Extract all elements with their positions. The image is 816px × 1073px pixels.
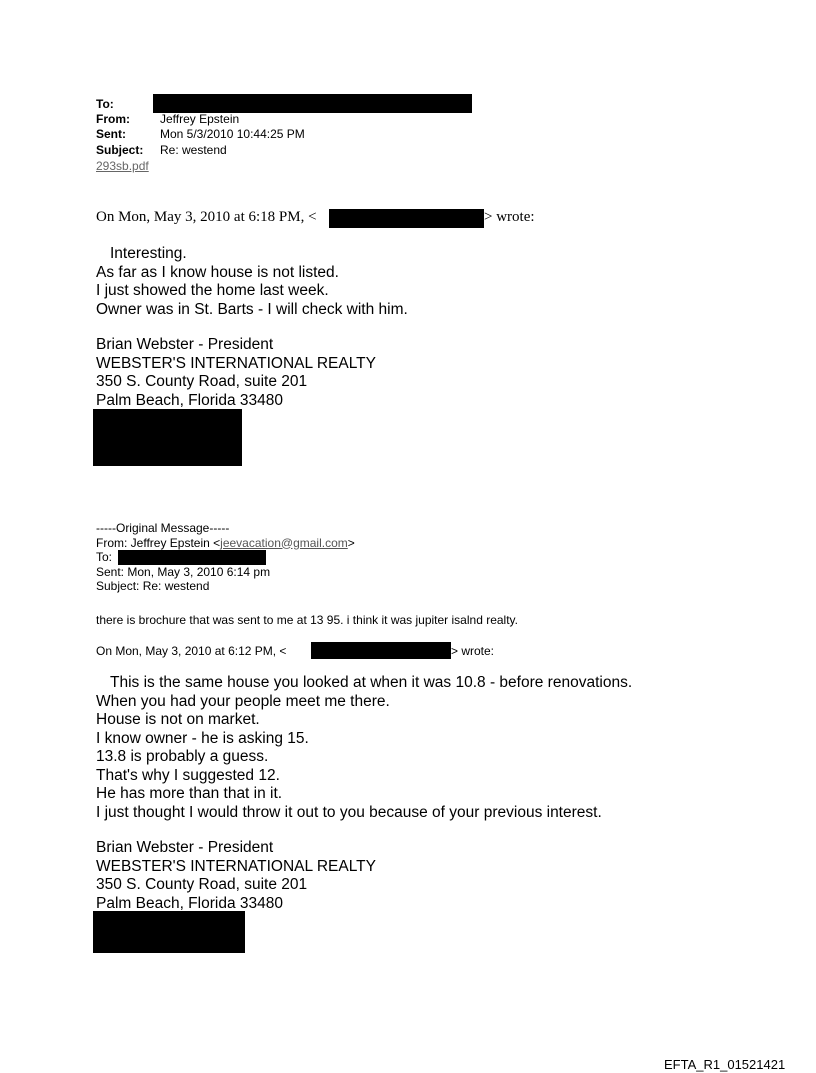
reply1-line: As far as I know house is not listed. [96,263,339,281]
subject-value: Re: westend [160,143,227,157]
original-sent: Sent: Mon, May 3, 2010 6:14 pm [96,564,271,579]
original-from-prefix: From: Jeffrey Epstein < [96,535,221,550]
redaction-original-to [118,550,266,565]
sent-value: Mon 5/3/2010 10:44:25 PM [160,127,305,141]
reply1-signature [96,336,376,410]
from-label: From: [96,112,130,126]
reply1-line: Interesting. [110,245,187,262]
reply2-body [96,674,632,822]
reply1-body [96,245,408,319]
reply2-line: That's why I suggested 12. [96,766,280,784]
reply2-line: House is not on market. [96,711,260,728]
reply1-attribution-prefix: On Mon, May 3, 2010 at 6:18 PM, < [96,209,317,225]
reply1-line: I just showed the home last week. [96,282,329,299]
signature-line: 350 S. County Road, suite 201 [96,876,308,893]
reply1-line: Owner was in St. Barts - I will check with him. [96,300,408,318]
redaction-reply1-email [329,209,484,228]
original-message-text: there is brochure that was sent to me at 13 95. i think it was jupiter isalnd realty. [96,613,518,627]
signature-line: Palm Beach, Florida 33480 [96,894,283,912]
reply2-line: When you had your people meet me there. [96,692,390,710]
reply1-attribution-suffix: > wrote: [484,209,535,225]
reply2-attribution-suffix: > wrote: [451,644,495,658]
original-to: To: [96,550,113,564]
original-from-suffix: > [347,535,355,550]
reply2-signature [96,839,376,913]
reply2-line: This is the same house you looked at when it was 10.8 - before renovations. [110,674,633,691]
original-subject: Subject: Re: westend [96,579,210,593]
signature-line: 350 S. County Road, suite 201 [96,373,308,390]
reply2-line: He has more than that in it. [96,785,283,802]
document-id: EFTA_R1_01521421 [664,1057,786,1072]
signature-line: Palm Beach, Florida 33480 [96,391,283,409]
redaction-signature-1 [93,409,242,466]
reply2-attribution-prefix: On Mon, May 3, 2010 at 6:12 PM, < [96,644,287,658]
reply2-line: I know owner - he is asking 15. [96,729,309,747]
to-label: To: [96,97,114,111]
redaction-reply2-email [311,642,451,659]
sent-label: Sent: [96,127,126,141]
reply2-line: 13.8 is probably a guess. [96,748,269,765]
from-value: Jeffrey Epstein [160,112,240,126]
redaction-signature-2 [93,911,245,953]
subject-label: Subject: [96,143,144,157]
signature-line: WEBSTER'S INTERNATIONAL REALTY [96,857,376,875]
attachment-link[interactable]: 293sb.pdf [96,159,149,173]
original-separator: -----Original Message----- [96,521,230,535]
signature-line: WEBSTER'S INTERNATIONAL REALTY [96,354,376,372]
reply2-line: I just thought I would throw it out to you because of your previous interest. [96,803,602,821]
redaction-to [153,94,472,113]
signature-line: Brian Webster - President [96,336,274,353]
signature-line: Brian Webster - President [96,839,274,856]
original-from [96,536,355,551]
original-from-email-link[interactable]: jeevacation@gmail.com [220,535,348,550]
